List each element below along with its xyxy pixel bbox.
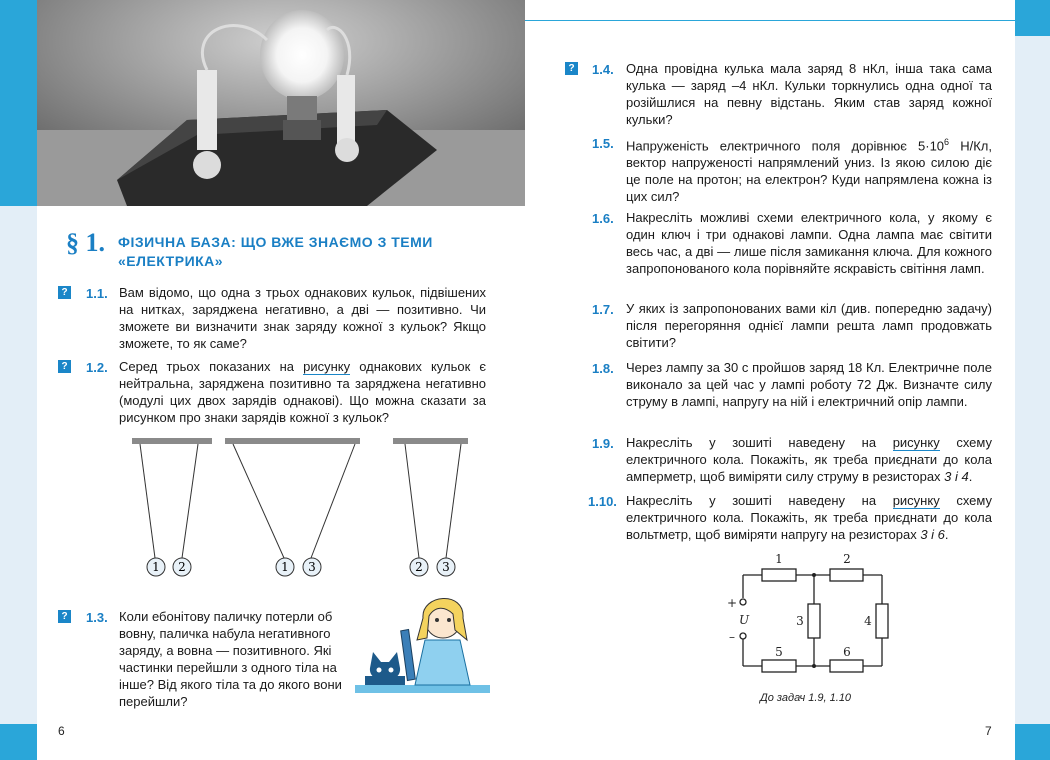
left-bottom-tab bbox=[0, 724, 37, 760]
figure-link[interactable]: рисунку bbox=[303, 359, 351, 374]
ball bbox=[437, 558, 455, 576]
problem-number: 1.9. bbox=[592, 436, 614, 451]
problem-number: 1.3. bbox=[86, 610, 108, 625]
svg-text:–: – bbox=[729, 630, 735, 644]
hanging-balls-figure bbox=[125, 432, 475, 582]
problem-number: 1.10. bbox=[588, 494, 617, 509]
question-icon: ? bbox=[58, 610, 71, 623]
right-page-top-rule bbox=[525, 20, 1015, 21]
svg-text:U: U bbox=[738, 613, 750, 627]
problem-text: Коли ебонітову паличку потерли об вовну, паличка набула негативного заряду, а вовна — позитивного. Які частинки перейшли з одного тіла на інше? Від якого тіла та до якого вони перейшли? bbox=[119, 609, 342, 709]
question-icon: ? bbox=[565, 62, 578, 75]
svg-text:2: 2 bbox=[415, 560, 423, 574]
svg-text:1: 1 bbox=[281, 560, 289, 574]
svg-text:5: 5 bbox=[775, 645, 783, 659]
resistor-6 bbox=[830, 660, 863, 672]
svg-text:2: 2 bbox=[843, 552, 851, 566]
svg-text:3: 3 bbox=[442, 560, 450, 574]
terminal-plus bbox=[740, 599, 746, 605]
circuit-diagram bbox=[722, 548, 902, 678]
svg-text:+: + bbox=[726, 596, 738, 610]
ball bbox=[276, 558, 294, 576]
question-icon: ? bbox=[58, 286, 71, 299]
problem-text: Накресліть у зошиті наведену на рисунку схему електричного кола. Покажіть, як треба приєднати до кола вольтметр, щоб виміряти напругу на резисторах 3 і 6. bbox=[626, 493, 992, 542]
problem-number: 1.1. bbox=[86, 286, 108, 301]
left-margin-stripe bbox=[0, 206, 37, 726]
resistor-3 bbox=[808, 604, 820, 638]
resistor-2 bbox=[830, 569, 863, 581]
resistor-1 bbox=[762, 569, 796, 581]
ball bbox=[303, 558, 321, 576]
problem-text: Одна провідна кулька мала заряд 8 нКл, інша така сама кулька — заряд –4 нКл. Кульки торкнулись одна одної та розійшлися на певну відстань. Яким став заряд кожної кульки? bbox=[626, 61, 992, 127]
problem-number: 1.2. bbox=[86, 360, 108, 375]
svg-text:6: 6 bbox=[843, 645, 851, 659]
problem-number: 1.8. bbox=[592, 361, 614, 376]
resistor-4 bbox=[876, 604, 888, 638]
problem-text: Серед трьох показаних на рисунку однакових кульок є нейтральна, заряджена позитивно та заряджена негативно (модулі цих двох зарядів однакові). Що можна сказати за рисунком про знаки зарядів кожної з кульок? bbox=[119, 359, 486, 425]
ball bbox=[147, 558, 165, 576]
left-top-tab bbox=[0, 0, 37, 206]
problem-number: 1.5. bbox=[592, 136, 614, 151]
figure-link[interactable]: рисунку bbox=[892, 435, 940, 450]
figure-caption: До задач 1.9, 1.10 bbox=[760, 692, 852, 704]
right-margin-stripe bbox=[1015, 36, 1050, 726]
problem-text: У яких із запропонованих вами кіл (див. попередню задачу) після перегоряння однієї лампи решта ламп продовжать світити? bbox=[626, 301, 992, 350]
svg-text:1: 1 bbox=[775, 552, 783, 566]
svg-text:3: 3 bbox=[308, 560, 316, 574]
problem-number: 1.6. bbox=[592, 211, 614, 226]
right-bottom-tab bbox=[1015, 724, 1050, 760]
question-icon: ? bbox=[58, 360, 71, 373]
problem-text: Накресліть у зошиті наведену на рисунку схему електричного кола. Покажіть, як треба приєднати до кола амперметр, щоб виміряти силу струму в резисторах 3 і 4. bbox=[626, 435, 992, 484]
section-number: § 1. bbox=[66, 228, 105, 257]
ball bbox=[173, 558, 191, 576]
lamp-photo bbox=[37, 0, 525, 206]
svg-text:2: 2 bbox=[178, 560, 186, 574]
problem-number: 1.7. bbox=[592, 302, 614, 317]
page-number-left: 6 bbox=[58, 724, 65, 738]
page-number-right: 7 bbox=[985, 724, 992, 738]
section-title: ФІЗИЧНА БАЗА: ЩО ВЖЕ ЗНАЄМО З ТЕМИ «ЕЛЕКТРИКА» bbox=[118, 234, 433, 269]
svg-text:1: 1 bbox=[152, 560, 160, 574]
svg-text:4: 4 bbox=[864, 614, 872, 628]
problem-text: Через лампу за 30 с пройшов заряд 18 Кл. Електричне поле виконало за цей час у лампі роботу 72 Дж. Визначте силу струму в лампі, напругу на ній і електричний опір лампи. bbox=[626, 360, 992, 409]
svg-text:3: 3 bbox=[796, 614, 804, 628]
terminal-minus bbox=[740, 633, 746, 639]
problem-number: 1.4. bbox=[592, 62, 614, 77]
ball bbox=[410, 558, 428, 576]
problem-text: Вам відомо, що одна з трьох однакових кульок, підвішених на нитках, заряджена негативно, а дві — позитивно. Чи зможете ви визначити знак заряду кожної з кульок? Якщо зможете, то як саме? bbox=[119, 285, 486, 351]
girl-and-cat-illustration bbox=[355, 590, 490, 700]
problem-text: Накресліть можливі схеми електричного кола, у якому є один ключ і три однакові лампи. Одна лампа має світити весь час, а дві — лише після замикання ключа. Для кожного запропонованого кола порівняйте яскравість світіння ламп. bbox=[626, 210, 992, 276]
resistor-5 bbox=[762, 660, 796, 672]
right-top-tab bbox=[1015, 0, 1050, 36]
figure-link[interactable]: рисунку bbox=[892, 493, 940, 508]
problem-text: Напруженість електричного поля дорівнює $5\cdot 10^6$ Н/Кл, вектор напруженості напрямлений униз. Із якою силою діє це поле на протон; на електрон? Куди напрямлена кожна із цих сил? bbox=[626, 137, 992, 205]
